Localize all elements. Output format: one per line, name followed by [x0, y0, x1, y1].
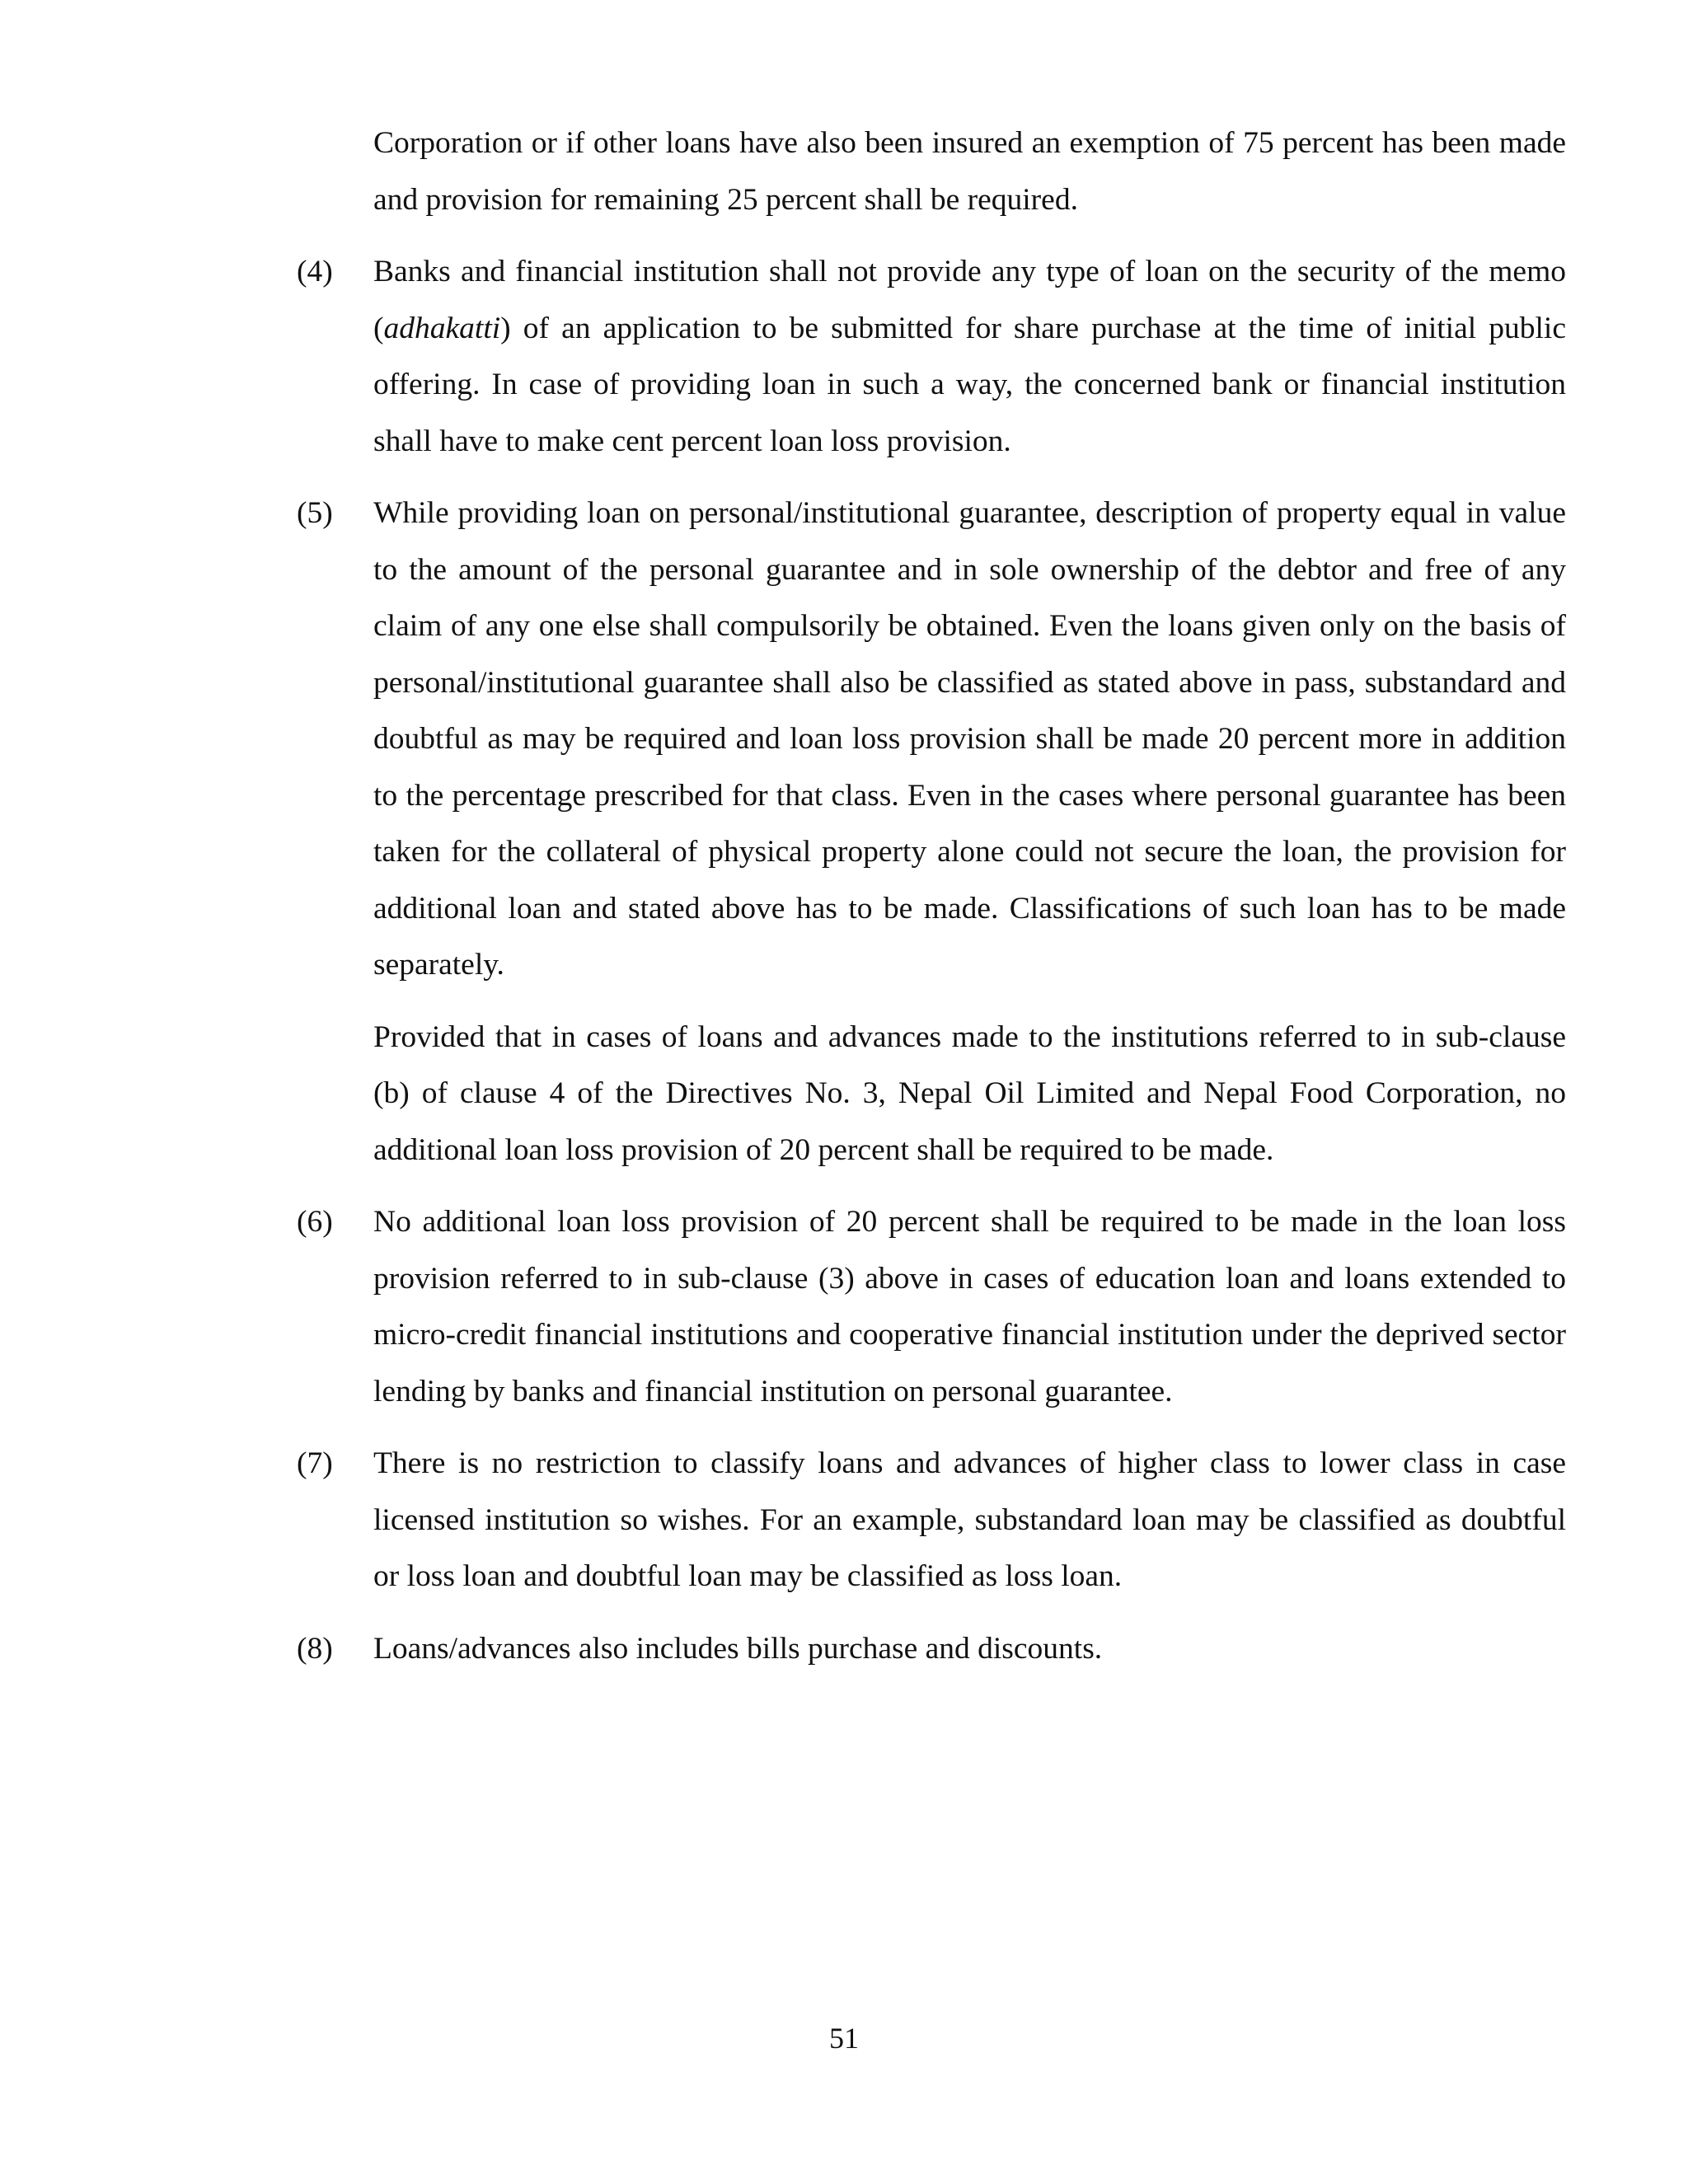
paragraph-number: (8) [297, 1631, 333, 1666]
paragraph-text-part: Banks and financial institution shall not provide any type of loan on the security of the memo ( [373, 255, 1566, 345]
paragraph-text [373, 244, 1566, 470]
paragraph-text-part: Loans/advances also includes bills purchase and discounts. [373, 1631, 1103, 1666]
paragraph-7 [293, 1436, 1566, 1605]
italic-term: adhakatti [383, 311, 501, 345]
paragraph-text-part: Provided that in cases of loans and advances made to the institutions referred to in sub-clause (b) of clause 4 of the Directives No. 3, Nepal Oil Limited and Nepal Food Corporation, no additional loan loss provision of 20 percent shall be required to be made. [373, 1019, 1566, 1167]
paragraph-text [373, 485, 1566, 994]
paragraph-5 [293, 485, 1566, 994]
paragraph-proviso [293, 1010, 1566, 1179]
paragraph-number: (4) [297, 255, 333, 288]
paragraph-number: (7) [297, 1446, 333, 1480]
paragraph-text-part: No additional loan loss provision of 20 percent shall be required to be made in the loan loss provision referred to in sub-clause (3) above in cases of education loan and loans extended to micro-credit financial institutions and cooperative financial institution under the deprived sector lending by banks and financial institution on personal guarantee. [373, 1205, 1566, 1408]
paragraph-text-part: ) of an application to be submitted for share purchase at the time of initial public offering. In case of providing loan in such a way, the concerned bank or financial institution shall have to make cent percent loan loss provision. [373, 311, 1566, 458]
paragraph-text [373, 1621, 1566, 1678]
paragraph-text [373, 1436, 1566, 1605]
paragraph-number: (6) [297, 1205, 333, 1239]
paragraph-text-part: While providing loan on personal/institutional guarantee, description of property equal in value to the amount of the personal guarantee and in sole ownership of the debtor and free of any claim of any one else shall compulsorily be obtained. Even the loans given only on the basis of personal/institutional guarantee shall also be classified as stated above in pass, substandard and doubtful as may be required and loan loss provision shall be made 20 percent more in addition to the percentage prescribed for that class. Even in the cases where personal guarantee has been taken for the collateral of physical property alone could not secure the loan, the provision for additional loan and stated above has to be made. Classifications of such loan has to be made separately. [373, 496, 1566, 982]
paragraph-6 [293, 1194, 1566, 1420]
paragraph-text-part: There is no restriction to classify loans and advances of higher class to lower class in case licensed institution so wishes. For an example, substandard loan may be classified as doubtful or loss loan and doubtful loan may be classified as loss loan. [373, 1446, 1566, 1593]
paragraph-text [373, 115, 1566, 228]
document-body [293, 115, 1566, 1677]
paragraph-number: (5) [297, 496, 333, 530]
paragraph-continuation [293, 115, 1566, 228]
paragraph-text [373, 1194, 1566, 1420]
paragraph-text [373, 1010, 1566, 1179]
paragraph-4 [293, 244, 1566, 470]
paragraph-8 [293, 1621, 1566, 1678]
paragraph-text-part: Corporation or if other loans have also been insured an exemption of 75 percent has been made and provision for remaining 25 percent shall be required. [373, 126, 1566, 217]
page-number: 51 [829, 2022, 859, 2055]
